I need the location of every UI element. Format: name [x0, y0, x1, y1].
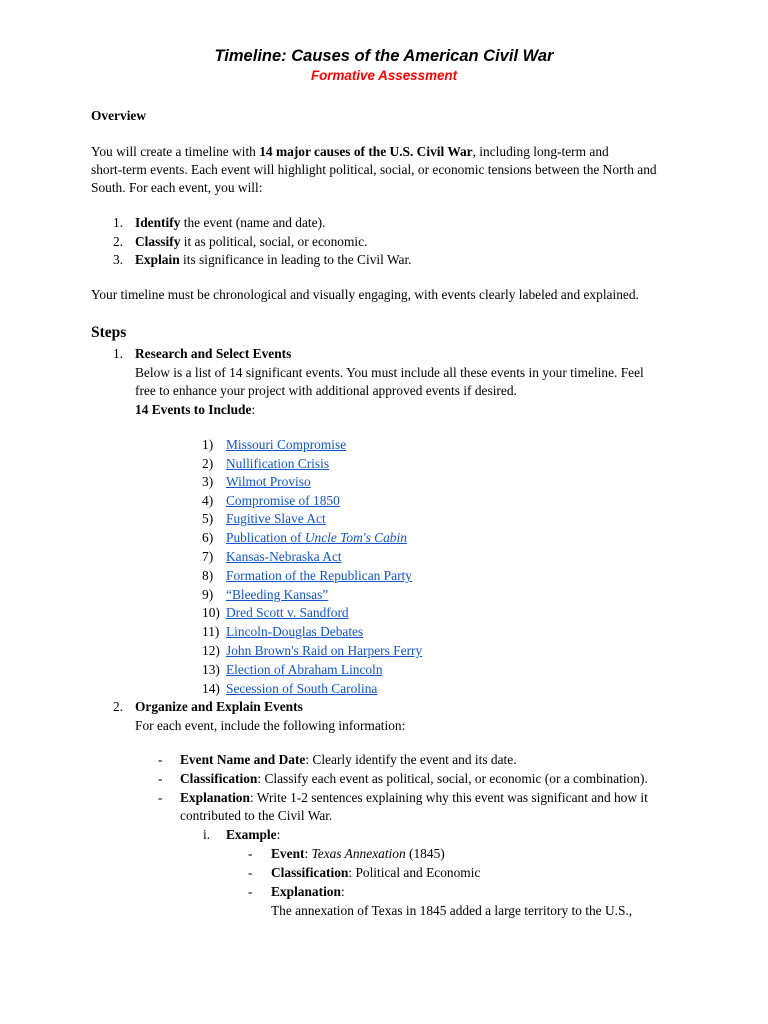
event-number: 7) — [202, 549, 214, 564]
steps-heading: Steps — [91, 324, 127, 341]
bullet-bold: Classification — [180, 771, 258, 786]
event-number: 6) — [202, 530, 214, 545]
event-list-item — [202, 473, 311, 492]
event-number: 10) — [202, 605, 220, 620]
overview-text: , including long-term and — [472, 144, 609, 159]
events-include-bold: 14 Events to Include — [135, 402, 252, 417]
example-label — [226, 826, 280, 845]
event-link-bleeding-kansas[interactable]: “Bleeding Kansas” — [226, 587, 329, 602]
page-title: Timeline: Causes of the American Civil War — [214, 47, 554, 65]
events-include-label — [135, 401, 255, 420]
bullet-bold: Event Name and Date — [180, 752, 306, 767]
event-link-secession-south-carolina[interactable]: Secession of South Carolina — [226, 681, 378, 696]
event-list-item — [202, 680, 378, 699]
event-link-kansas-nebraska-act[interactable]: Kansas-Nebraska Act — [226, 549, 342, 564]
list-number: 1. — [113, 215, 124, 230]
event-list-item — [202, 604, 349, 623]
bullet-dash: - — [158, 790, 163, 805]
event-list-item — [202, 642, 423, 661]
list-text: the event (name and date). — [180, 215, 326, 230]
event-link-fugitive-slave-act[interactable]: Fugitive Slave Act — [226, 511, 326, 526]
example-classification-value: : Political and Economic — [348, 865, 481, 880]
event-list-item — [202, 623, 364, 642]
event-list-item — [202, 529, 407, 548]
bullet-text: : Clearly identify the event and its date. — [305, 752, 517, 767]
overview-bold-text: 14 major causes of the U.S. Civil War — [259, 144, 473, 159]
step-2-intro: For each event, include the following information: — [135, 718, 406, 733]
example-classification-label: Classification — [271, 865, 349, 880]
event-link-dred-scott[interactable]: Dred Scott v. Sandford — [226, 605, 349, 620]
list-number: 2. — [113, 234, 124, 249]
event-list-item — [202, 510, 326, 529]
page-subtitle: Formative Assessment — [310, 68, 458, 83]
step-1-text-line-2: free to enhance your project with additional approved events if desired. — [135, 383, 517, 398]
example-explanation-label: Explanation — [271, 884, 341, 899]
event-list-item — [202, 455, 330, 474]
example-bullet-classification — [248, 864, 481, 883]
bullet-item — [158, 789, 648, 808]
event-number: 3) — [202, 474, 214, 489]
list-bold-text: Explain — [135, 252, 180, 267]
overview-paragraph-2: Your timeline must be chronological and visually engaging, with events clearly labeled and explained. — [91, 287, 639, 302]
example-explanation-colon: : — [340, 884, 345, 899]
bullet-dash: - — [248, 865, 253, 880]
step-1-title: Research and Select Events — [135, 346, 292, 361]
overview-paragraph-line-1 — [91, 143, 609, 162]
event-link-republican-party[interactable]: Formation of the Republican Party — [226, 568, 412, 583]
example-bullet-explanation — [248, 883, 345, 902]
event-number: 8) — [202, 568, 214, 583]
example-bullet-event — [248, 845, 445, 864]
events-include-colon: : — [251, 402, 256, 417]
event-number: 2) — [202, 456, 214, 471]
list-text: its significance in leading to the Civil War. — [179, 252, 412, 267]
bullet-dash: - — [248, 846, 253, 861]
bullet-dash: - — [158, 771, 163, 786]
event-list-item — [202, 436, 347, 455]
event-link-italic-text: Uncle Tom's Cabin — [304, 530, 407, 545]
event-number: 12) — [202, 643, 220, 658]
event-number: 1) — [202, 437, 214, 452]
example-number: i. — [203, 827, 211, 842]
event-number: 9) — [202, 587, 214, 602]
example-event-year: (1845) — [405, 846, 445, 861]
bullet-bold: Explanation — [180, 790, 250, 805]
example-event-name: Texas Annexation — [311, 846, 406, 861]
event-link-missouri-compromise[interactable]: Missouri Compromise — [226, 437, 347, 452]
event-link-uncle-toms-cabin[interactable] — [226, 529, 407, 548]
list-bold-text: Classify — [135, 234, 181, 249]
event-link-nullification-crisis[interactable]: Nullification Crisis — [226, 456, 330, 471]
example-bold: Example — [226, 827, 277, 842]
overview-text: You will create a timeline with — [91, 144, 260, 159]
event-list-item — [202, 661, 383, 680]
event-number: 4) — [202, 493, 214, 508]
list-bold-text: Identify — [135, 215, 181, 230]
step-2-title: Organize and Explain Events — [135, 699, 303, 714]
example-colon: : — [276, 827, 281, 842]
step-2-number: 2. — [113, 699, 124, 714]
bullet-text: : Classify each event as political, social, or economic (or a combination). — [257, 771, 648, 786]
event-number: 11) — [202, 624, 220, 639]
bullet-item — [158, 751, 517, 770]
event-list-item — [202, 586, 329, 605]
step-1-number: 1. — [113, 346, 124, 361]
example-event-label: Event — [271, 846, 305, 861]
overview-paragraph-line-3: South. For each event, you will: — [91, 180, 263, 195]
bullet-text: : Write 1-2 sentences explaining why this event was significant and how it — [249, 790, 648, 805]
bullet-dash: - — [248, 884, 253, 899]
event-link-lincoln-douglas[interactable]: Lincoln-Douglas Debates — [226, 624, 364, 639]
event-list-item — [202, 567, 412, 586]
event-number: 13) — [202, 662, 220, 677]
event-list-item — [202, 548, 342, 567]
bullet-item — [158, 770, 648, 789]
example-explanation-text: The annexation of Texas in 1845 added a large territory to the U.S., — [271, 903, 633, 918]
event-number: 5) — [202, 511, 214, 526]
event-link-text: Publication of — [226, 530, 305, 545]
event-number: 14) — [202, 681, 220, 696]
step-1-text-line-1: Below is a list of 14 significant events. You must include all these events in your timeline. Feel — [135, 365, 644, 380]
list-number: 3. — [113, 252, 124, 267]
event-link-wilmot-proviso[interactable]: Wilmot Proviso — [226, 474, 311, 489]
bullet-dash: - — [158, 752, 163, 767]
example-event-sep: : — [304, 846, 312, 861]
bullet-continuation: contributed to the Civil War. — [180, 808, 333, 823]
event-list-item — [202, 492, 340, 511]
event-link-harpers-ferry[interactable]: John Brown's Raid on Harpers Ferry — [226, 643, 423, 658]
event-link-compromise-of-1850[interactable]: Compromise of 1850 — [226, 493, 340, 508]
event-link-election-lincoln[interactable]: Election of Abraham Lincoln — [226, 662, 383, 677]
overview-paragraph-line-2: short-term events. Each event will highlight political, social, or economic tensions between the North and — [91, 162, 657, 177]
overview-heading: Overview — [91, 108, 147, 123]
list-text: it as political, social, or economic. — [180, 234, 368, 249]
